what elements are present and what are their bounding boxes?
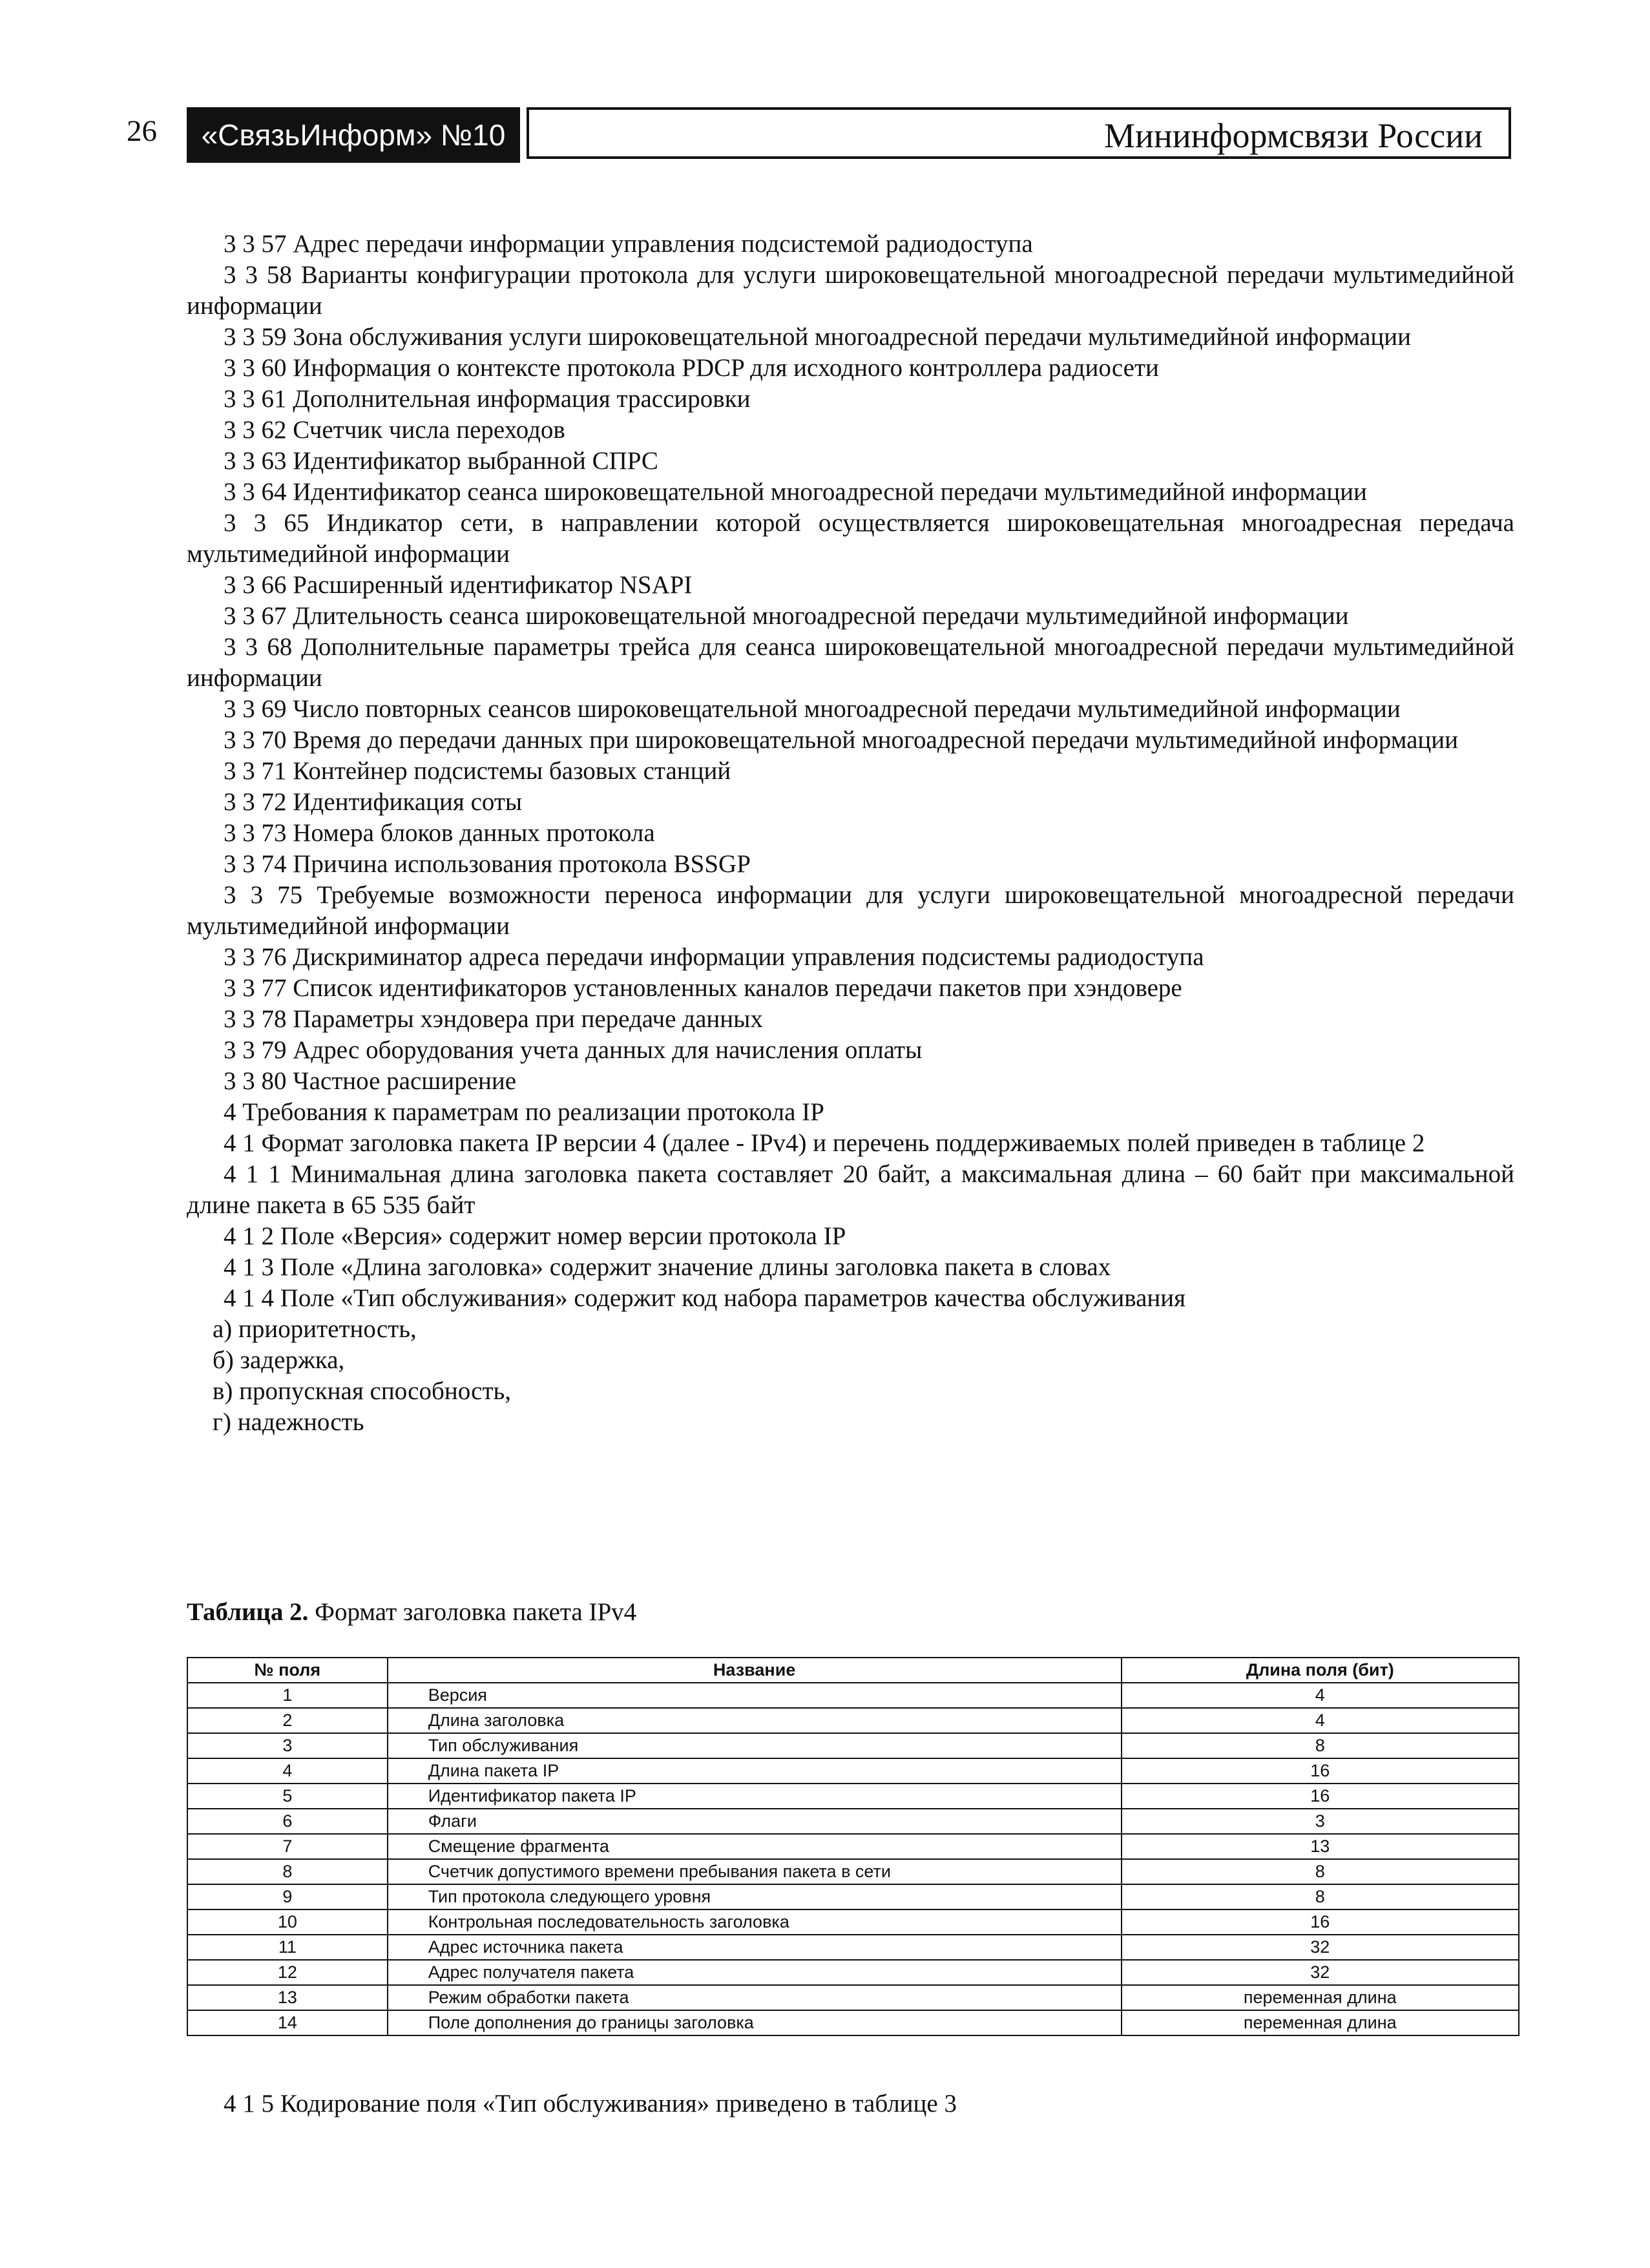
paragraph: 3 3 75 Требуемые возможности переноса информации для услуги широковещательной многоадресной передачи мультимедийной информации xyxy=(187,881,1514,940)
field-name-cell: Тип обслуживания xyxy=(388,1733,1122,1758)
body-text xyxy=(187,229,1514,1438)
field-length-cell: 4 xyxy=(1122,1683,1519,1708)
field-length-cell: 4 xyxy=(1122,1708,1519,1733)
table-row xyxy=(187,1758,1519,1784)
field-length-cell: 32 xyxy=(1122,1960,1519,1985)
paragraph: 3 3 79 Адрес оборудования учета данных для начисления оплаты xyxy=(224,1036,923,1064)
field-length-cell: 8 xyxy=(1122,1859,1519,1884)
field-number-cell: 7 xyxy=(187,1834,388,1859)
field-number-cell: 5 xyxy=(187,1784,388,1809)
field-number-cell: 4 xyxy=(187,1758,388,1784)
paragraph: 3 3 62 Счетчик числа переходов xyxy=(224,416,565,444)
field-number-cell: 1 xyxy=(187,1683,388,1708)
paragraph: 3 3 71 Контейнер подсистемы базовых станций xyxy=(224,757,731,785)
paragraph: 3 3 59 Зона обслуживания услуги широковещательной многоадресной передачи мультимедийной информации xyxy=(224,323,1412,351)
paragraph: 4 Требования к параметрам по реализации протокола IP xyxy=(224,1098,824,1126)
paragraph: 3 3 58 Варианты конфигурации протокола для услуги широковещательной многоадресной передачи мультимедийной информации xyxy=(187,261,1514,320)
field-length-cell: переменная длина xyxy=(1122,1985,1519,2010)
field-length-cell: 16 xyxy=(1122,1784,1519,1809)
field-name-cell: Версия xyxy=(388,1683,1122,1708)
paragraph: 3 3 63 Идентификатор выбранной СПРС xyxy=(224,447,658,475)
field-number-cell: 11 xyxy=(187,1935,388,1960)
paragraph: 4 1 4 Поле «Тип обслуживания» содержит код набора параметров качества обслуживания xyxy=(224,1284,1186,1312)
field-name-cell: Тип протокола следующего уровня xyxy=(388,1884,1122,1909)
field-number-cell: 10 xyxy=(187,1909,388,1935)
paragraph: 3 3 74 Причина использования протокола BSSGP xyxy=(224,850,751,878)
table-row xyxy=(187,1935,1519,1960)
section-4-1-5: 4 1 5 Кодирование поля «Тип обслуживания» приведено в таблице 3 xyxy=(224,2090,957,2117)
table-row xyxy=(187,1683,1519,1708)
paragraph: 3 3 64 Идентификатор сеанса широковещательной многоадресной передачи мультимедийной информации xyxy=(224,478,1367,506)
list-item: а) приоритетность, xyxy=(213,1315,417,1343)
table-header-row xyxy=(187,1658,1519,1683)
paragraph: 3 3 76 Дискриминатор адреса передачи информации управления подсистемы радиодоступа xyxy=(224,943,1204,971)
field-name-cell: Адрес источника пакета xyxy=(388,1935,1122,1960)
header-field-number: № поля xyxy=(187,1658,388,1683)
table-caption-text: Формат заголовка пакета IPv4 xyxy=(308,1598,637,1626)
table-row xyxy=(187,1708,1519,1733)
field-number-cell: 12 xyxy=(187,1960,388,1985)
paragraph: 3 3 72 Идентификация соты xyxy=(224,788,523,816)
field-name-cell: Адрес получателя пакета xyxy=(388,1960,1122,1985)
paragraph: 3 3 61 Дополнительная информация трассировки xyxy=(224,385,751,413)
table-caption xyxy=(187,1597,636,1627)
paragraph: 4 1 1 Минимальная длина заголовка пакета составляет 20 байт, а максимальная длина – 60 байт при максимальной длине пакета в 65 535 байт xyxy=(187,1160,1514,1219)
paragraph: 3 3 77 Список идентификаторов установленных каналов передачи пакетов при хэндовере xyxy=(224,974,1182,1002)
paragraph: 4 1 Формат заголовка пакета IP версии 4 (далее - IPv4) и перечень поддерживаемых полей приведен в таблице 2 xyxy=(224,1129,1425,1157)
field-length-cell: 8 xyxy=(1122,1733,1519,1758)
paragraph: 3 3 69 Число повторных сеансов широковещательной многоадресной передачи мультимедийной информации xyxy=(224,695,1401,723)
journal-title-badge: «СвязьИнформ» №10 xyxy=(187,107,520,163)
table-row xyxy=(187,1884,1519,1909)
field-length-cell: 3 xyxy=(1122,1809,1519,1834)
table-row xyxy=(187,1733,1519,1758)
paragraph: 3 3 73 Номера блоков данных протокола xyxy=(224,819,655,847)
field-length-cell: 16 xyxy=(1122,1909,1519,1935)
field-length-cell: 16 xyxy=(1122,1758,1519,1784)
header-field-name: Название xyxy=(388,1658,1122,1683)
paragraph: 4 1 2 Поле «Версия» содержит номер версии протокола IP xyxy=(224,1222,846,1250)
paragraph: 3 3 80 Частное расширение xyxy=(224,1067,517,1095)
table-row xyxy=(187,1809,1519,1834)
field-length-cell: 13 xyxy=(1122,1834,1519,1859)
paragraph: 3 3 78 Параметры хэндовера при передаче данных xyxy=(224,1005,763,1033)
list-item: б) задержка, xyxy=(213,1346,345,1374)
table-row xyxy=(187,1985,1519,2010)
field-length-cell: 8 xyxy=(1122,1884,1519,1909)
field-number-cell: 13 xyxy=(187,1985,388,2010)
field-name-cell: Режим обработки пакета xyxy=(388,1985,1122,2010)
table-row xyxy=(187,2010,1519,2035)
field-number-cell: 2 xyxy=(187,1708,388,1733)
field-length-cell: 32 xyxy=(1122,1935,1519,1960)
paragraph: 4 1 3 Поле «Длина заголовка» содержит значение длины заголовка пакета в словах xyxy=(224,1253,1111,1281)
paragraph: 3 3 70 Время до передачи данных при широковещательной многоадресной передачи мультимедийной информации xyxy=(224,726,1459,754)
table-row xyxy=(187,1960,1519,1985)
field-name-cell: Длина заголовка xyxy=(388,1708,1122,1733)
table-row xyxy=(187,1859,1519,1884)
field-name-cell: Идентификатор пакета IP xyxy=(388,1784,1122,1809)
paragraph: 3 3 60 Информация о контексте протокола PDCP для исходного контроллера радиосети xyxy=(224,354,1159,382)
field-name-cell: Поле дополнения до границы заголовка xyxy=(388,2010,1122,2035)
field-number-cell: 8 xyxy=(187,1859,388,1884)
ipv4-header-table xyxy=(187,1657,1519,2036)
field-name-cell: Контрольная последовательность заголовка xyxy=(388,1909,1122,1935)
field-number-cell: 9 xyxy=(187,1884,388,1909)
list-item: в) пропускная способность, xyxy=(213,1377,512,1405)
paragraph: 3 3 67 Длительность сеанса широковещательной многоадресной передачи мультимедийной информации xyxy=(224,602,1349,630)
table-row xyxy=(187,1909,1519,1935)
paragraph: 3 3 57 Адрес передачи информации управления подсистемой радиодоступа xyxy=(224,230,1033,258)
field-length-cell: переменная длина xyxy=(1122,2010,1519,2035)
list-item: г) надежность xyxy=(213,1408,364,1436)
page-number: 26 xyxy=(127,114,157,148)
field-name-cell: Флаги xyxy=(388,1809,1122,1834)
field-name-cell: Счетчик допустимого времени пребывания пакета в сети xyxy=(388,1859,1122,1884)
table-row xyxy=(187,1834,1519,1859)
field-number-cell: 6 xyxy=(187,1809,388,1834)
header-field-length: Длина поля (бит) xyxy=(1122,1658,1519,1683)
paragraph: 3 3 68 Дополнительные параметры трейса для сеанса широковещательной многоадресной передачи мультимедийной информации xyxy=(187,633,1514,692)
field-number-cell: 14 xyxy=(187,2010,388,2035)
table-caption-label: Таблица 2. xyxy=(187,1598,309,1626)
field-name-cell: Длина пакета IP xyxy=(388,1758,1122,1784)
table-row xyxy=(187,1784,1519,1809)
table-body xyxy=(187,1683,1519,2035)
field-name-cell: Смещение фрагмента xyxy=(388,1834,1122,1859)
ministry-title: Мининформсвязи России xyxy=(527,107,1511,159)
field-number-cell: 3 xyxy=(187,1733,388,1758)
paragraph: 3 3 65 Индикатор сети, в направлении которой осуществляется широковещательная многоадресная передача мультимедийной информации xyxy=(187,509,1514,568)
paragraph: 3 3 66 Расширенный идентификатор NSAPI xyxy=(224,571,693,599)
